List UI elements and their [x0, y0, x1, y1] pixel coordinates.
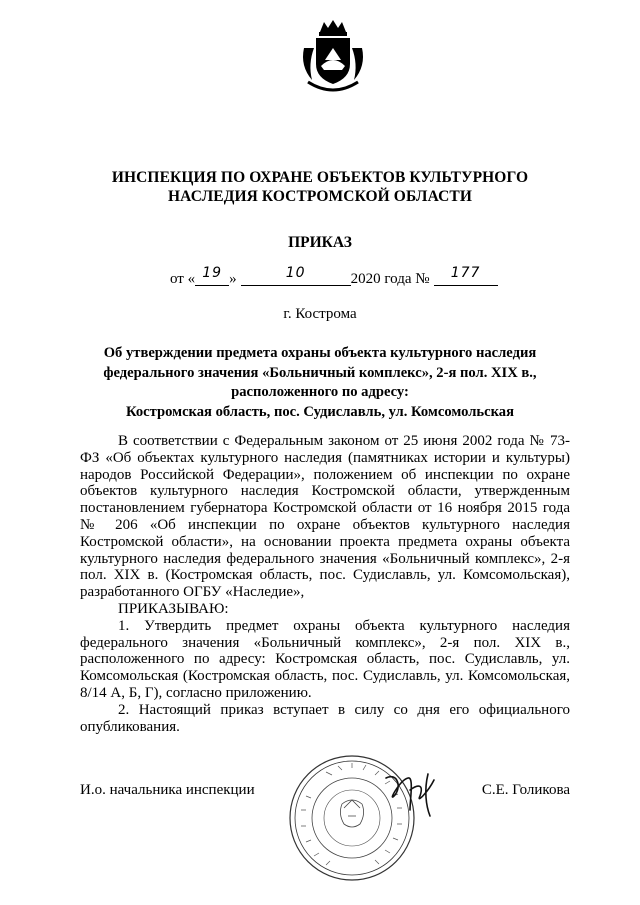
order-date-number-line	[170, 265, 498, 288]
subject-line1: Об утверждении предмета охраны объекта культурного наследия	[103, 345, 537, 361]
order-quote-close: »	[229, 271, 237, 287]
order-title: ПРИКАЗ	[288, 234, 352, 251]
preamble-paragraph: В соответствии с Федеральным законом от 25 июня 2002 года № 73-ФЗ «Об объектах культурного наследия (памятниках истории и культуры) народов Российской Федерации», положением об инспекции по охране объектов культурного наследия Костромской области, утвержденным постановлением губернатора Костромской области от 16 ноября 2015 года № 206 «Об инспекции по охране объектов культурного наследия Костромской области», на основании проекта предмета охраны объекта культурного наследия федерального значения «Больничный комплекс», 2-я пол. XIX в. (Костромская область, пос. Судиславль, ул. Комсомольская), разработанного ОГБУ «Наследие»,	[80, 433, 570, 601]
signatory-role: И.о. начальника инспекции	[80, 782, 255, 798]
subject-line4: Костромская область, пос. Судиславль, ул. Комсомольская	[126, 403, 514, 420]
order-month: 10	[285, 265, 306, 281]
order-day: 19	[202, 265, 223, 281]
order-body	[80, 433, 570, 735]
order-number: 177	[450, 265, 481, 281]
clause-2: 2. Настоящий приказ вступает в силу со дня его официального опубликования.	[80, 701, 570, 735]
order-subject	[0, 344, 640, 422]
subject-line2: федерального значения «Больничный комплекс», 2-я пол. XIX в.,	[103, 364, 537, 381]
clause-1: 1. Утвердить предмет охраны объекта культурного наследия федерального значения «Больничный комплекс», 2-я пол. XIX в., расположенного по адресу: Костромская область, пос. Судиславль, ул. Комсомольская (Костромская область, пос. Судиславль, ул. Комсомольская, 8/14 А, Б, Г), согласно приложению.	[80, 617, 570, 701]
agency-name-line2: НАСЛЕДИЯ КОСТРОМСКОЙ ОБЛАСТИ	[168, 188, 472, 205]
handwritten-signature-icon	[380, 770, 440, 820]
order-year-label: 2020 года №	[350, 271, 430, 287]
order-day-field	[195, 265, 229, 286]
city: г. Кострома	[283, 306, 357, 322]
kostroma-coat-of-arms-icon	[298, 18, 368, 94]
signatory-name: С.Е. Голикова	[481, 782, 570, 798]
subject-line3: расположенного по адресу:	[231, 384, 409, 400]
order-number-field	[434, 265, 498, 286]
order-from-label: от «	[170, 271, 196, 287]
agency-name-line1: ИНСПЕКЦИЯ ПО ОХРАНЕ ОБЪЕКТОВ КУЛЬТУРНОГО	[111, 169, 529, 186]
order-command: ПРИКАЗЫВАЮ:	[118, 600, 229, 617]
order-month-field	[241, 265, 351, 286]
